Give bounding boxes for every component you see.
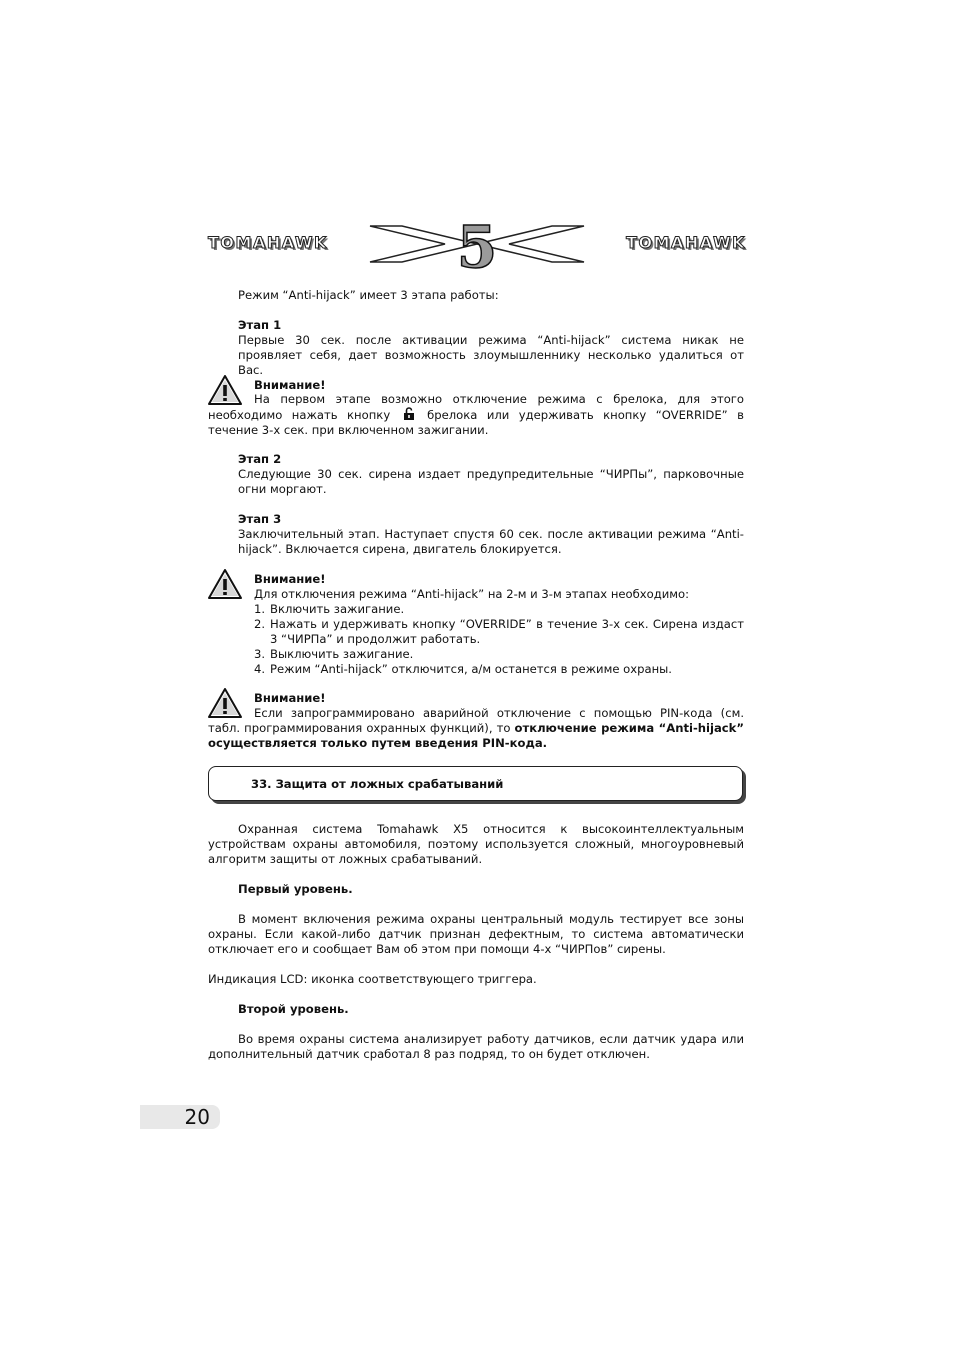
brand-logo xyxy=(206,216,748,272)
list-item xyxy=(254,617,744,647)
warning1-text-before: На первом этапе возможно отключение режима с брелока, для этого необходимо нажать кнопку xyxy=(208,392,744,422)
stage1-title: Этап 1 xyxy=(238,318,282,332)
page-number: 20 xyxy=(184,1105,210,1129)
logo-model-number: 5 xyxy=(456,216,498,272)
unlock-button-icon xyxy=(402,407,416,421)
warning2-intro: Для отключения режима “Anti-hijack” на 2-м и 3-м этапах необходимо: xyxy=(254,587,690,601)
step-text: Включить зажигание. xyxy=(270,602,405,616)
step-number: 2. xyxy=(254,617,266,631)
step-text: Режим “Anti-hijack” отключится, а/м останется в режиме охраны. xyxy=(270,662,672,676)
intro-text: Режим “Anti-hijack” имеет 3 этапа работы: xyxy=(238,288,499,302)
x5-emblem xyxy=(366,216,588,272)
warning3-text-bold: отключение режима “Anti-hijack” осуществляется только путем введения PIN-кода. xyxy=(208,721,745,750)
warning3-text xyxy=(208,706,744,751)
stage2-text: Следующие 30 сек. сирена издает предупредительные “ЧИРПы”, парковочные огни моргают. xyxy=(238,467,744,496)
level2-text: Во время охраны система анализирует работу датчиков, если датчик удара или дополнительный датчик сработал 8 раз подряд, то он будет отключен. xyxy=(208,1032,744,1061)
step-text: Выключить зажигание. xyxy=(270,647,414,661)
logo-word-left: TOMAHAWK xyxy=(208,233,328,252)
stage2-title: Этап 2 xyxy=(238,452,282,466)
level1-title: Первый уровень. xyxy=(238,882,353,896)
warning2-title: Внимание! xyxy=(254,572,326,586)
warning1-text-after: брелока или удерживать кнопку “OVERRIDE” в течение 3-х сек. при включенном зажигании. xyxy=(208,408,744,437)
step-number: 1. xyxy=(254,602,266,616)
page-number-tab xyxy=(140,1105,220,1129)
level2-title: Второй уровень. xyxy=(238,1002,349,1016)
warning3-title: Внимание! xyxy=(254,691,326,705)
stage1-text: Первые 30 сек. после активации режима “Anti-hijack” система никак не проявляет себя, дает возможность злоумышленнику несколько удалиться от Вас. xyxy=(238,333,744,377)
step-number: 4. xyxy=(254,662,266,676)
section-intro-paragraph: Охранная система Tomahawk X5 относится к высокоинтеллектуальным устройствам охраны автомобиля, поэтому используется сложный, многоуровневый алгоритм защиты от ложных срабатываний. xyxy=(208,822,744,866)
warning2-steps xyxy=(254,602,744,677)
warning-icon xyxy=(207,568,243,600)
list-item xyxy=(254,602,744,617)
level1-text: В момент включения режима охраны центральный модуль тестирует все зоны охраны. Если какой-либо датчик признан дефектным, то система автоматически отключает его и сообщает Вам об этом при помощи 4-х “ЧИРПов” сирены. xyxy=(208,912,744,956)
level1-indication: Индикация LCD: иконка соответствующего триггера. xyxy=(208,972,537,986)
warning1-text xyxy=(208,392,744,438)
list-item xyxy=(254,662,744,677)
logo-word-right: TOMAHAWK xyxy=(626,233,746,252)
warning3-text-normal: Если запрограммировано аварийной отключение с помощью PIN-кода (см. табл. программирования охранных функций), то xyxy=(208,706,744,735)
step-text: Нажать и удерживать кнопку “OVERRIDE” в течение 3-х сек. Сирена издаст 3 “ЧИРПа” и продолжит работать. xyxy=(270,617,744,646)
warning1-title: Внимание! xyxy=(254,378,326,392)
section-title: 33. Защита от ложных срабатываний xyxy=(251,777,504,791)
list-item xyxy=(254,647,744,662)
section-heading-box xyxy=(208,766,743,801)
stage3-text: Заключительный этап. Наступает спустя 60 сек. после активации режима “Anti-hijack”. Включается сирена, двигатель блокируется. xyxy=(238,527,744,556)
stage3-title: Этап 3 xyxy=(238,512,282,526)
step-number: 3. xyxy=(254,647,266,661)
